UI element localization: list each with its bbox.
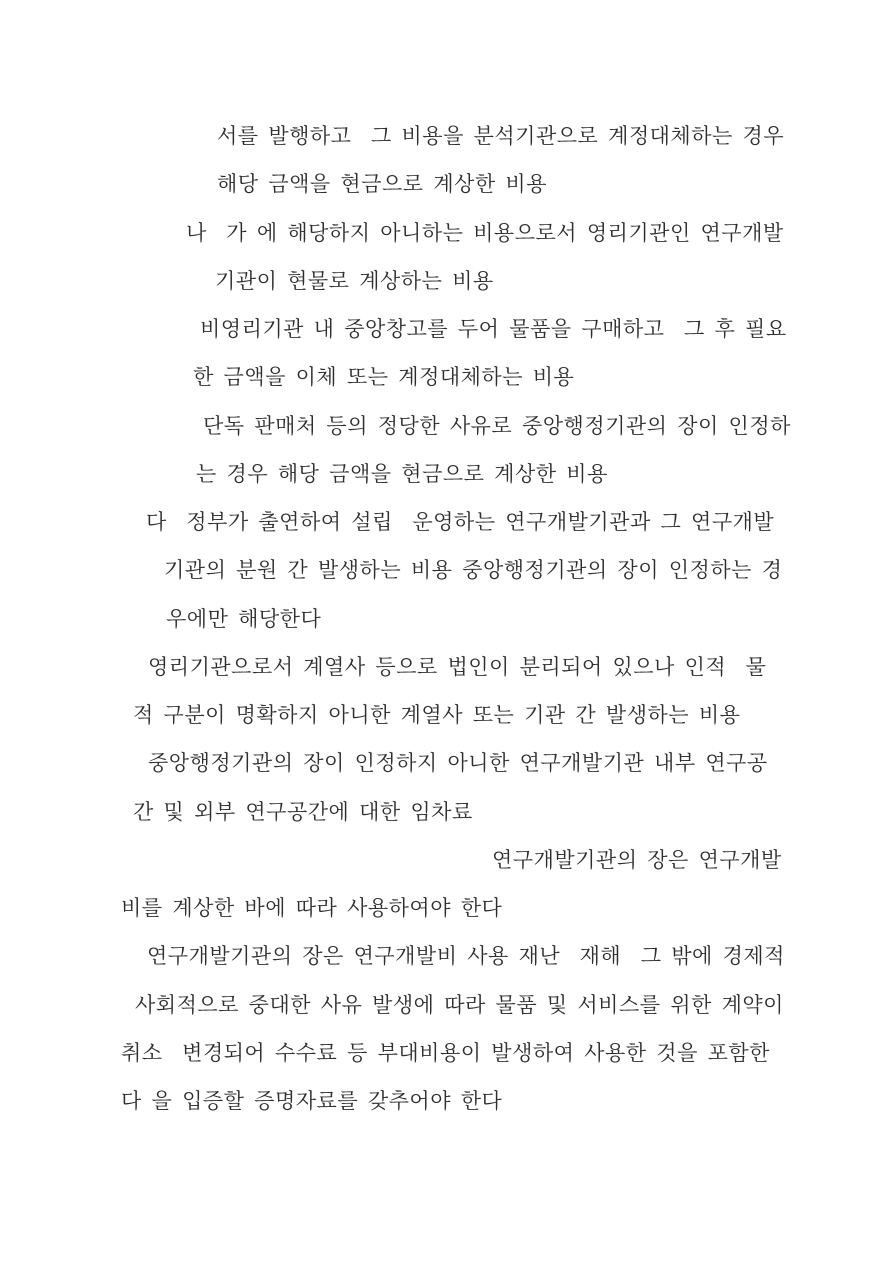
text-line: 비를 계상한 바에 따라 사용하여야 한다	[121, 896, 503, 920]
text-line: 취소 변경되어 수수료 등 부대비용이 발생하여 사용한 것을 포함한	[121, 1041, 770, 1065]
text-line: 사회적으로 중대한 사유 발생에 따라 물품 및 서비스를 위한 계약이	[135, 993, 784, 1017]
text-line: 해당 금액을 현금으로 계상한 비용	[217, 172, 548, 196]
text-line: 중앙행정기관의 장이 인정하지 아니한 연구개발기관 내부 연구공	[148, 751, 768, 775]
text-line: 적 구분이 명확하지 아니한 계열사 또는 기관 간 발생하는 비용	[133, 703, 741, 727]
text-line: 다 정부가 출연하여 설립 운영하는 연구개발기관과 그 연구개발	[146, 510, 775, 534]
text-line: 비영리기관 내 중앙창고를 두어 물품을 구매하고 그 후 필요	[200, 317, 787, 341]
text-line: 간 및 외부 연구공간에 대한 임차료	[133, 800, 473, 824]
text-line: 는 경우 해당 금액을 현금으로 계상한 비용	[196, 462, 608, 486]
text-line: 연구개발기관의 장은 연구개발	[492, 848, 782, 872]
text-line: 기관이 현물로 계상하는 비용	[215, 269, 494, 293]
text-line: 영리기관으로서 계열사 등으로 법인이 분리되어 있으나 인적 물	[148, 655, 767, 679]
text-line: 다 을 입증할 증명자료를 갖추어야 한다	[121, 1089, 503, 1113]
text-line: 연구개발기관의 장은 연구개발비 사용 재난 재해 그 밖에 경제적	[147, 944, 785, 968]
text-line: 서를 발행하고 그 비용을 분석기관으로 계정대체하는 경우	[217, 124, 785, 148]
text-line: 나 가 에 해당하지 아니하는 비용으로서 영리기관인 연구개발	[186, 221, 784, 245]
text-line: 한 금액을 이체 또는 계정대체하는 비용	[193, 365, 575, 389]
text-line: 단독 판매처 등의 정당한 사유로 중앙행정기관의 장이 인정하	[203, 414, 791, 438]
text-line: 기관의 분원 간 발생하는 비용 중앙행정기관의 장이 인정하는 경	[164, 558, 783, 582]
text-line: 우에만 해당한다	[166, 607, 322, 631]
